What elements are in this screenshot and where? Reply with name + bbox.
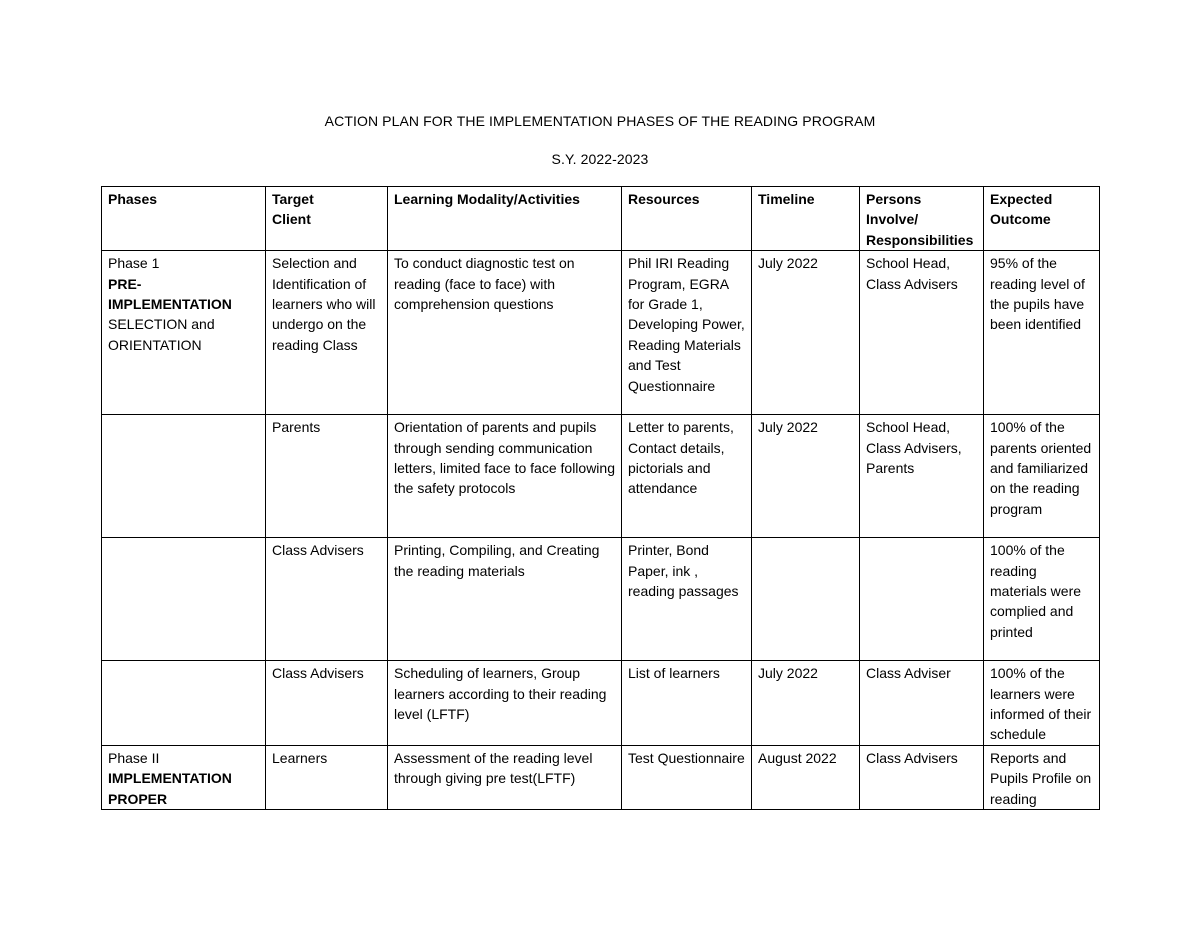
phase-cell: Phase II IMPLEMENTATION PROPER xyxy=(102,745,266,809)
phase-cell xyxy=(102,661,266,746)
timeline-cell xyxy=(752,538,860,661)
activity-cell: Printing, Compiling, and Creating the reading materials xyxy=(388,538,622,661)
phase-cell xyxy=(102,538,266,661)
outcome-cell: 95% of the reading level of the pupils have been identified xyxy=(984,251,1100,415)
outcome-cell: 100% of the learners were informed of their schedule xyxy=(984,661,1100,746)
persons-cell xyxy=(860,538,984,661)
table-row xyxy=(102,538,1100,661)
target-cell: Learners xyxy=(266,745,388,809)
table-header-row xyxy=(102,187,1100,251)
activity-cell: Orientation of parents and pupils through sending communication letters, limited face to face following the safety protocols xyxy=(388,415,622,538)
persons-cell: School Head, Class Advisers, Parents xyxy=(860,415,984,538)
target-cell: Selection and Identification of learners who will undergo on the reading Class xyxy=(266,251,388,415)
target-cell: Class Advisers xyxy=(266,661,388,746)
table-row xyxy=(102,745,1100,809)
action-plan-table xyxy=(101,186,1100,810)
outcome-cell: Reports and Pupils Profile on reading xyxy=(984,745,1100,809)
header-activities: Learning Modality/Activities xyxy=(388,187,622,251)
resources-cell: Test Questionnaire xyxy=(622,745,752,809)
persons-cell: School Head, Class Advisers xyxy=(860,251,984,415)
persons-cell: Class Adviser xyxy=(860,661,984,746)
resources-cell: Phil IRI Reading Program, EGRA for Grade 1, Developing Power, Reading Materials and Test Questionnaire xyxy=(622,251,752,415)
header-timeline: Timeline xyxy=(752,187,860,251)
header-resources: Resources xyxy=(622,187,752,251)
target-cell: Class Advisers xyxy=(266,538,388,661)
timeline-cell: July 2022 xyxy=(752,415,860,538)
document-subtitle: S.Y. 2022-2023 xyxy=(551,151,649,167)
activity-cell: Scheduling of learners, Group learners according to their reading level (LFTF) xyxy=(388,661,622,746)
header-expected-outcome: Expected Outcome xyxy=(984,187,1100,251)
activity-cell: Assessment of the reading level through giving pre test(LFTF) xyxy=(388,745,622,809)
resources-cell: Letter to parents, Contact details, pictorials and attendance xyxy=(622,415,752,538)
phase-cell xyxy=(102,415,266,538)
target-cell: Parents xyxy=(266,415,388,538)
header-persons: Persons Involve/ Responsibilities xyxy=(860,187,984,251)
outcome-cell: 100% of the parents oriented and familiarized on the reading program xyxy=(984,415,1100,538)
timeline-cell: August 2022 xyxy=(752,745,860,809)
header-target-client: Target Client xyxy=(266,187,388,251)
phase-cell: Phase 1 PRE- IMPLEMENTATION SELECTION and ORIENTATION xyxy=(102,251,266,415)
timeline-cell: July 2022 xyxy=(752,661,860,746)
resources-cell: List of learners xyxy=(622,661,752,746)
table-row xyxy=(102,661,1100,746)
table-row xyxy=(102,415,1100,538)
timeline-cell: July 2022 xyxy=(752,251,860,415)
resources-cell: Printer, Bond Paper, ink , reading passages xyxy=(622,538,752,661)
persons-cell: Class Advisers xyxy=(860,745,984,809)
header-phases: Phases xyxy=(102,187,266,251)
document-title: ACTION PLAN FOR THE IMPLEMENTATION PHASES OF THE READING PROGRAM xyxy=(324,113,876,129)
table-row xyxy=(102,251,1100,415)
activity-cell: To conduct diagnostic test on reading (face to face) with comprehension questions xyxy=(388,251,622,415)
outcome-cell: 100% of the reading materials were complied and printed xyxy=(984,538,1100,661)
